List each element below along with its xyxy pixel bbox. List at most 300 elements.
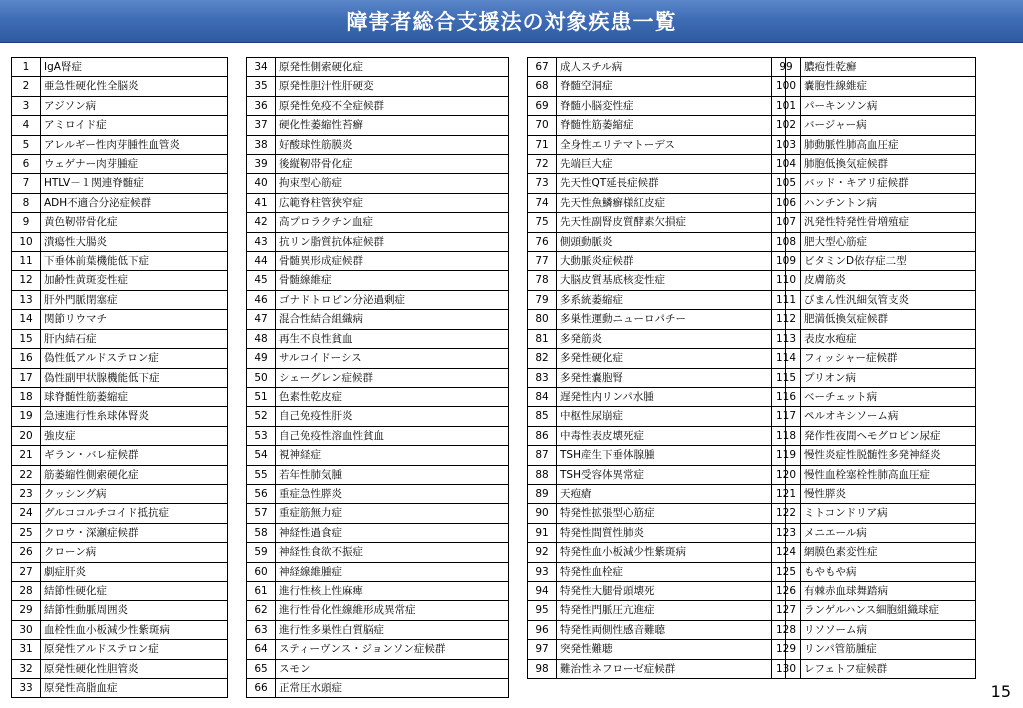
disease-number: 23 [12,484,41,503]
disease-name: 自己免疫性肝炎 [276,407,509,426]
disease-number: 121 [772,484,801,503]
table-row [12,252,228,271]
disease-name: 先天性QT延長症候群 [557,174,786,193]
disease-number: 50 [247,368,276,387]
disease-name: 多発性硬化症 [557,349,786,368]
disease-name: 原発性免疫不全症候群 [276,96,509,115]
page-title: 障害者総合支援法の対象疾患一覧 [346,10,677,34]
disease-number: 110 [772,271,801,290]
disease-name: 慢性炎症性脱髄性多発神経炎 [801,446,976,465]
table-row [528,193,786,212]
disease-name: 再生不良性貧血 [276,329,509,348]
disease-name: クロウ・深瀬症候群 [41,523,228,542]
table-row [247,96,509,115]
disease-number: 83 [528,368,557,387]
disease-number: 71 [528,135,557,154]
disease-number: 24 [12,504,41,523]
table-row [12,640,228,659]
disease-name: 脊髄性筋萎縮症 [557,116,786,135]
disease-number: 22 [12,465,41,484]
disease-number: 118 [772,426,801,445]
disease-number: 46 [247,290,276,309]
disease-number: 18 [12,387,41,406]
table-row [528,77,786,96]
disease-name: ミトコンドリア病 [801,504,976,523]
disease-number: 95 [528,601,557,620]
disease-number: 109 [772,252,801,271]
disease-number: 43 [247,232,276,251]
table-row [772,601,976,620]
disease-number: 66 [247,679,276,698]
table-row [247,368,509,387]
table-row [772,135,976,154]
table-row [772,640,976,659]
disease-name: 劇症肝炎 [41,562,228,581]
disease-number: 52 [247,407,276,426]
table-row [247,193,509,212]
disease-name: ペルオキシソーム病 [801,407,976,426]
table-row [12,484,228,503]
disease-number: 62 [247,601,276,620]
table-row [12,504,228,523]
disease-number: 80 [528,310,557,329]
table-row [772,349,976,368]
disease-number: 76 [528,232,557,251]
table-row [247,407,509,426]
table-row [247,213,509,232]
table-row [528,562,786,581]
disease-name: 正常圧水頭症 [276,679,509,698]
disease-number: 70 [528,116,557,135]
disease-name: 嚢胞性線維症 [801,77,976,96]
disease-name: 慢性膵炎 [801,484,976,503]
disease-number: 34 [247,58,276,77]
disease-number: 56 [247,484,276,503]
table-row [528,543,786,562]
table-row [12,135,228,154]
disease-name: 重症急性膵炎 [276,484,509,503]
disease-name: 特発性血栓症 [557,562,786,581]
disease-name: 偽性副甲状腺機能低下症 [41,368,228,387]
disease-name: 進行性核上性麻痺 [276,581,509,600]
table-row [12,679,228,698]
disease-name: 硬化性萎縮性苔癬 [276,116,509,135]
disease-number: 15 [12,329,41,348]
disease-name: ゴナドトロピン分泌過剰症 [276,290,509,309]
table-row [247,232,509,251]
disease-name: 肥大型心筋症 [801,232,976,251]
table-row [528,310,786,329]
disease-name: パーキンソン病 [801,96,976,115]
table-row [12,407,228,426]
disease-name: 拘束型心筋症 [276,174,509,193]
table-row [772,58,976,77]
table-row [12,193,228,212]
disease-name: 原発性アルドステロン症 [41,640,228,659]
table-row [12,368,228,387]
disease-name: ウェゲナー肉芽腫症 [41,155,228,174]
table-row [247,446,509,465]
table-row [772,504,976,523]
disease-name: 中毒性表皮壊死症 [557,426,786,445]
disease-name: 急速進行性糸球体腎炎 [41,407,228,426]
disease-name: ビタミンD依存症二型 [801,252,976,271]
disease-name: 全身性エリテマトーデス [557,135,786,154]
disease-number: 55 [247,465,276,484]
disease-number: 127 [772,601,801,620]
table-row [772,659,976,678]
disease-table-1 [11,57,228,698]
disease-name: 慢性血栓塞栓性肺高血圧症 [801,465,976,484]
disease-number: 9 [12,213,41,232]
table-row [247,581,509,600]
disease-name: もやもや病 [801,562,976,581]
disease-name: 先天性副腎皮質酵素欠損症 [557,213,786,232]
table-row [12,174,228,193]
table-row [247,155,509,174]
disease-name: ハンチントン病 [801,193,976,212]
table-row [12,271,228,290]
table-row [247,116,509,135]
table-row [12,232,228,251]
table-row [247,252,509,271]
disease-name: IgA腎症 [41,58,228,77]
disease-number: 16 [12,349,41,368]
table-row [772,271,976,290]
table-row [12,601,228,620]
disease-name: 皮膚筋炎 [801,271,976,290]
table-row [528,290,786,309]
disease-number: 6 [12,155,41,174]
table-row [528,368,786,387]
disease-name: 亜急性硬化性全脳炎 [41,77,228,96]
table-row [247,310,509,329]
disease-number: 99 [772,58,801,77]
disease-number: 38 [247,135,276,154]
disease-name: 肺胞低換気症候群 [801,155,976,174]
table-row [772,446,976,465]
disease-number: 26 [12,543,41,562]
table-row [528,96,786,115]
disease-number: 113 [772,329,801,348]
disease-number: 44 [247,252,276,271]
table-row [528,426,786,445]
disease-number: 32 [12,659,41,678]
disease-name: フィッシャー症候群 [801,349,976,368]
disease-name: ギラン・バレ症候群 [41,446,228,465]
disease-number: 58 [247,523,276,542]
disease-name: クローン病 [41,543,228,562]
disease-number: 82 [528,349,557,368]
disease-number: 96 [528,620,557,639]
disease-name: 大動脈炎症候群 [557,252,786,271]
table-row [772,193,976,212]
disease-name: 混合性結合組織病 [276,310,509,329]
table-row [528,349,786,368]
disease-name: 発作性夜間ヘモグロビン尿症 [801,426,976,445]
table-row [247,271,509,290]
disease-number: 21 [12,446,41,465]
disease-number: 100 [772,77,801,96]
table-row [247,329,509,348]
table-row [12,562,228,581]
disease-name: シェーグレン症候群 [276,368,509,387]
disease-name: 有棘赤血球舞踏病 [801,581,976,600]
table-row [247,290,509,309]
disease-number: 1 [12,58,41,77]
disease-name: 網膜色素変性症 [801,543,976,562]
disease-number: 59 [247,543,276,562]
disease-table-4 [771,57,976,679]
disease-name: 特発性両側性感音難聴 [557,620,786,639]
disease-number: 117 [772,407,801,426]
disease-name: 遅発性内リンパ水腫 [557,387,786,406]
disease-number: 129 [772,640,801,659]
table-row [247,601,509,620]
disease-number: 104 [772,155,801,174]
disease-name: 表皮水疱症 [801,329,976,348]
table-row [12,581,228,600]
table-row [12,446,228,465]
table-row [772,426,976,445]
table-row [247,426,509,445]
table-row [12,426,228,445]
table-row [247,135,509,154]
table-row [528,252,786,271]
disease-number: 107 [772,213,801,232]
table-row [247,620,509,639]
disease-name: リンパ管筋腫症 [801,640,976,659]
disease-name: サルコイドーシス [276,349,509,368]
disease-number: 2 [12,77,41,96]
table-row [12,155,228,174]
disease-name: 後縦靭帯骨化症 [276,155,509,174]
disease-number: 63 [247,620,276,639]
disease-number: 36 [247,96,276,115]
disease-number: 75 [528,213,557,232]
disease-name: 神経性食欲不振症 [276,543,509,562]
disease-number: 124 [772,543,801,562]
table-row [772,523,976,542]
table-row [528,329,786,348]
disease-number: 10 [12,232,41,251]
disease-number: 115 [772,368,801,387]
table-row [772,174,976,193]
table-row [12,465,228,484]
disease-name: スモン [276,659,509,678]
disease-number: 103 [772,135,801,154]
table-row [247,465,509,484]
table-row [772,290,976,309]
disease-name: びまん性汎細気管支炎 [801,290,976,309]
disease-number: 54 [247,446,276,465]
table-row [12,659,228,678]
table-row [772,407,976,426]
disease-name: 側頭動脈炎 [557,232,786,251]
disease-number: 78 [528,271,557,290]
disease-number: 27 [12,562,41,581]
disease-number: 98 [528,659,557,678]
table-row [528,620,786,639]
disease-number: 101 [772,96,801,115]
disease-name: クッシング病 [41,484,228,503]
disease-number: 7 [12,174,41,193]
disease-number: 60 [247,562,276,581]
disease-name: 重症筋無力症 [276,504,509,523]
disease-number: 122 [772,504,801,523]
table-row [528,504,786,523]
disease-name: 偽性低アルドステロン症 [41,349,228,368]
disease-number: 5 [12,135,41,154]
disease-name: 原発性胆汁性肝硬変 [276,77,509,96]
table-row [772,96,976,115]
disease-number: 87 [528,446,557,465]
table-row [772,329,976,348]
disease-number: 92 [528,543,557,562]
disease-name: 色素性乾皮症 [276,387,509,406]
disease-number: 116 [772,387,801,406]
disease-number: 45 [247,271,276,290]
disease-number: 114 [772,349,801,368]
table-row [528,640,786,659]
disease-name: 強皮症 [41,426,228,445]
disease-name: 多発筋炎 [557,329,786,348]
disease-number: 112 [772,310,801,329]
disease-name: 自己免疫性溶血性貧血 [276,426,509,445]
disease-number: 12 [12,271,41,290]
disease-number: 65 [247,659,276,678]
disease-number: 85 [528,407,557,426]
disease-name: 球脊髄性筋萎縮症 [41,387,228,406]
table-row [528,135,786,154]
disease-number: 3 [12,96,41,115]
disease-name: HTLV－１関連脊髄症 [41,174,228,193]
disease-name: 進行性多巣性白質脳症 [276,620,509,639]
table-row [12,543,228,562]
table-row [772,368,976,387]
table-row [528,601,786,620]
disease-name: スティーヴンス・ジョンソン症候群 [276,640,509,659]
disease-name: 特発性門脈圧亢進症 [557,601,786,620]
disease-name: 特発性大腿骨頭壊死 [557,581,786,600]
disease-number: 42 [247,213,276,232]
disease-number: 14 [12,310,41,329]
disease-number: 35 [247,77,276,96]
title-bar [0,0,1023,43]
disease-name: 下垂体前葉機能低下症 [41,252,228,271]
disease-name: 骨髄異形成症候群 [276,252,509,271]
disease-name: 多巣性運動ニューロパチー [557,310,786,329]
disease-table-2 [246,57,509,698]
disease-name: 好酸球性筋膜炎 [276,135,509,154]
disease-name: アレルギー性肉芽腫性血管炎 [41,135,228,154]
disease-name: 多発性嚢胞腎 [557,368,786,387]
table-row [772,116,976,135]
disease-name: 若年性肺気腫 [276,465,509,484]
disease-name: 肺動脈性肺高血圧症 [801,135,976,154]
table-row [772,387,976,406]
disease-number: 67 [528,58,557,77]
disease-number: 86 [528,426,557,445]
table-row [772,465,976,484]
disease-number: 30 [12,620,41,639]
disease-name: ベーチェット病 [801,387,976,406]
disease-number: 73 [528,174,557,193]
table-row [772,620,976,639]
disease-number: 74 [528,193,557,212]
disease-number: 25 [12,523,41,542]
table-row [12,620,228,639]
disease-name: リソソーム病 [801,620,976,639]
disease-name: レフェトフ症候群 [801,659,976,678]
disease-number: 69 [528,96,557,115]
disease-name: 肝外門脈閉塞症 [41,290,228,309]
disease-number: 125 [772,562,801,581]
disease-number: 108 [772,232,801,251]
table-row [528,484,786,503]
disease-name: 脊髄空洞症 [557,77,786,96]
disease-number: 17 [12,368,41,387]
disease-number: 88 [528,465,557,484]
disease-name: 視神経症 [276,446,509,465]
disease-name: バージャー病 [801,116,976,135]
disease-number: 8 [12,193,41,212]
table-row [12,77,228,96]
disease-name: 天疱瘡 [557,484,786,503]
disease-name: 抗リン脂質抗体症候群 [276,232,509,251]
table-row [247,504,509,523]
disease-name: 脊髄小脳変性症 [557,96,786,115]
table-row [528,155,786,174]
disease-name: TSH受容体異常症 [557,465,786,484]
table-row [528,407,786,426]
disease-name: 突発性難聴 [557,640,786,659]
disease-number: 37 [247,116,276,135]
table-row [247,640,509,659]
disease-name: 汎発性特発性骨増殖症 [801,213,976,232]
disease-number: 61 [247,581,276,600]
table-row [247,484,509,503]
disease-number: 57 [247,504,276,523]
disease-number: 90 [528,504,557,523]
disease-name: 特発性拡張型心筋症 [557,504,786,523]
table-row [772,77,976,96]
disease-number: 28 [12,581,41,600]
table-row [247,387,509,406]
table-row [772,232,976,251]
disease-number: 51 [247,387,276,406]
table-row [772,543,976,562]
disease-name: 神経線維腫症 [276,562,509,581]
disease-name: 成人スチル病 [557,58,786,77]
table-row [247,562,509,581]
disease-name: 結節性動脈周囲炎 [41,601,228,620]
table-row [12,58,228,77]
disease-name: 広範脊柱管狭窄症 [276,193,509,212]
table-row [12,387,228,406]
table-row [247,659,509,678]
disease-number: 106 [772,193,801,212]
disease-number: 123 [772,523,801,542]
disease-number: 79 [528,290,557,309]
disease-number: 72 [528,155,557,174]
disease-number: 93 [528,562,557,581]
disease-name: プリオン病 [801,368,976,387]
disease-number: 105 [772,174,801,193]
disease-name: 膿疱性乾癬 [801,58,976,77]
disease-name: 先端巨大症 [557,155,786,174]
disease-name: 高プロラクチン血症 [276,213,509,232]
